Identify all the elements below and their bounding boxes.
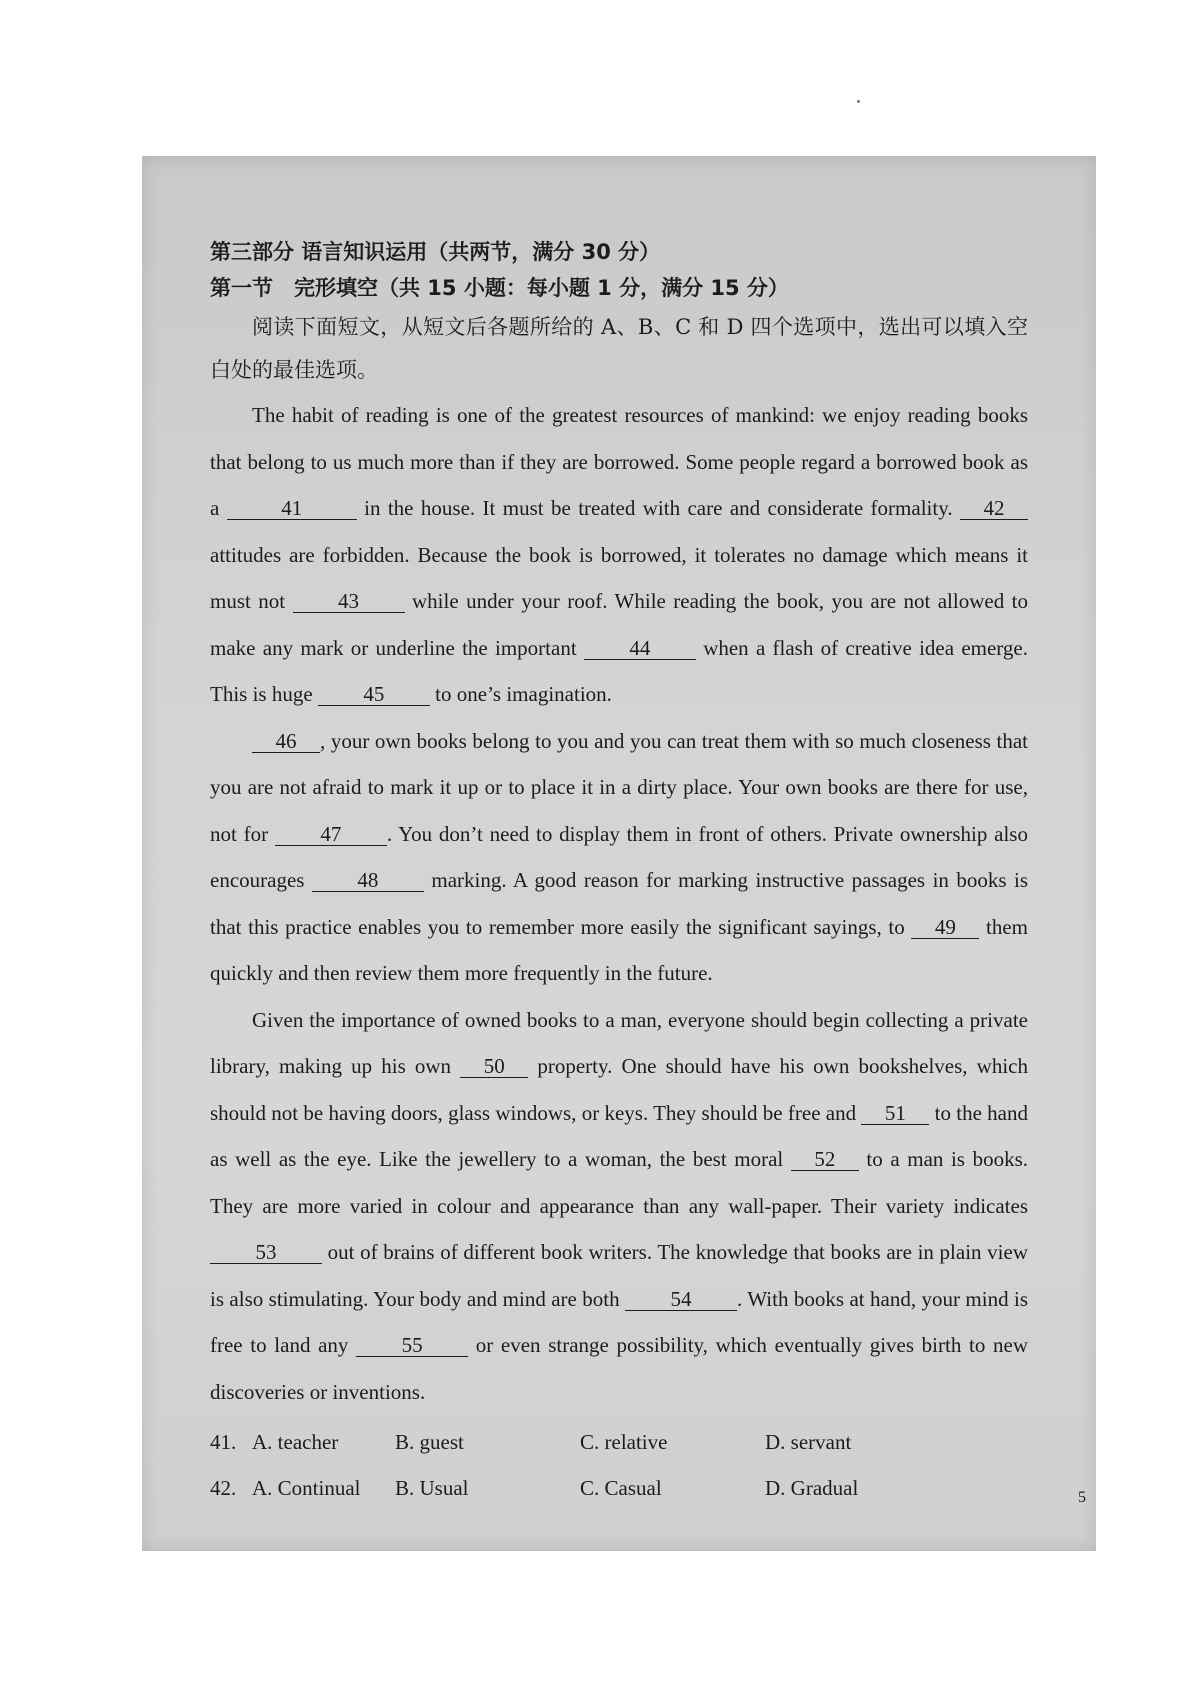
option-d: D. Gradual (765, 1476, 859, 1500)
question-number: 41. (210, 1430, 237, 1454)
passage-text: . You don’t need to display them in front of others. Private ownership also encourages (210, 821, 1028, 892)
question-41-options (210, 1419, 1028, 1465)
option-a: A. teacher (252, 1430, 339, 1454)
blank-54: 54 (625, 1288, 737, 1311)
option-c: C. relative (580, 1430, 668, 1454)
passage-text: Given the importance of owned books to a man, everyone should begin collecting a private library, making up his own (210, 1007, 1028, 1078)
passage-text: in the house. It must be treated with care and considerate formality. (356, 496, 960, 520)
passage-text: attitudes are forbidden. Because the book is borrowed, it tolerates no damage which means it must not (210, 542, 1028, 613)
passage-text: to a man is books. They are more varied in colour and appearance than any wall-paper. Their variety indicates (210, 1147, 1028, 1218)
scan-speck (857, 100, 860, 103)
passage-text: The habit of reading is one of the greatest resources of mankind: we enjoy reading books that belong to us much more than if they are borrowed. Some people regard a borrowed book as a (210, 403, 1028, 520)
option-c: C. Casual (580, 1476, 662, 1500)
passage-paragraph-2 (210, 718, 1028, 997)
blank-44: 44 (584, 637, 696, 660)
option-b: B. Usual (395, 1476, 469, 1500)
blank-43: 43 (293, 590, 405, 613)
option-b: B. guest (395, 1430, 464, 1454)
instructions: 阅读下面短文，从短文后各题所给的 A、B、C 和 D 四个选项中，选出可以填入空白处的最佳选项。 (210, 315, 1028, 382)
page-content (210, 234, 1028, 1511)
exam-page (142, 156, 1096, 1551)
passage-text: to the hand as well as the eye. Like the jewellery to a woman, the best moral (210, 1100, 1028, 1171)
passage-text: them quickly and then review them more frequently in the future. (210, 914, 1028, 985)
blank-51: 51 (861, 1102, 929, 1125)
blank-45: 45 (318, 683, 430, 706)
passage-text: or even strange possibility, which eventually gives birth to new discoveries or inventions. (210, 1333, 1028, 1404)
blank-42: 42 (960, 497, 1028, 520)
blank-55: 55 (356, 1334, 468, 1357)
blank-46: 46 (252, 730, 320, 753)
passage-text: to one’s imagination. (429, 682, 612, 706)
blank-50: 50 (460, 1055, 528, 1078)
passage-paragraph-1 (210, 392, 1028, 718)
blank-48: 48 (312, 869, 424, 892)
passage-text: marking. A good reason for marking instructive passages in books is that this practice enables you to remember more easily the significant sayings, to (210, 868, 1029, 939)
passage-text: out of brains of different book writers. The knowledge that books are in plain view is also stimulating. Your body and mind are both (210, 1240, 1028, 1311)
part-title: 第三部分 语言知识运用（共两节，满分 30 分） (210, 240, 661, 264)
blank-41: 41 (227, 497, 357, 520)
passage-text: while under your roof. While reading the book, you are not allowed to make any mark or underline the important (210, 589, 1028, 660)
option-d: D. servant (765, 1430, 852, 1454)
page-number: 5 (1078, 1489, 1086, 1506)
passage-paragraph-3 (210, 997, 1028, 1416)
blank-47: 47 (275, 823, 387, 846)
blank-53: 53 (210, 1241, 322, 1264)
passage-text: property. One should have his own bookshelves, which should not be having doors, glass windows, or keys. They should be free and (210, 1054, 1028, 1125)
blank-52: 52 (791, 1148, 859, 1171)
passage-text: , your own books belong to you and you can treat them with so much closeness that you are not afraid to mark it up or to place it in a dirty place. Your own books are there for use, not for (210, 728, 1028, 846)
blank-49: 49 (911, 916, 979, 939)
passage-text: when a flash of creative idea emerge. This is huge (210, 635, 1028, 706)
question-number: 42. (210, 1476, 237, 1500)
option-a: A. Continual (252, 1476, 361, 1500)
passage-text: . With books at hand, your mind is free to land any (210, 1286, 1028, 1357)
answer-options (210, 1419, 1028, 1511)
subsection-title: 第一节 完形填空（共 15 小题：每小题 1 分，满分 15 分） (210, 276, 789, 300)
question-42-options (210, 1465, 1028, 1511)
